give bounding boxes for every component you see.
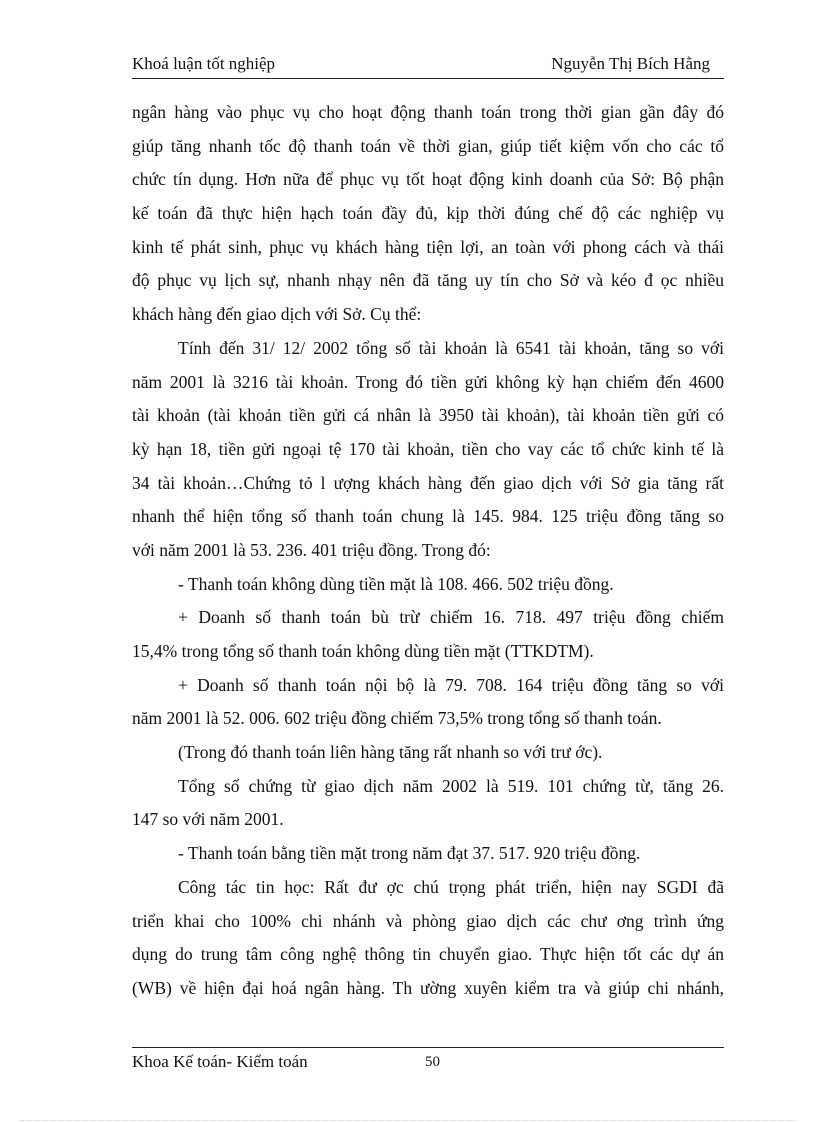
- text-line: (Trong đó thanh toán liên hàng tăng rất nhanh so với trư ớc).: [178, 742, 603, 763]
- text-line: dụng do trung tâm công nghệ thông tin chuyển giao. Thực hiện tốt các dự án: [132, 944, 724, 965]
- text-line: + Doanh số thanh toán nội bộ là 79. 708. 164 triệu đồng tăng so với: [178, 674, 724, 695]
- text-line: chức tín dụng. Hơn nữa để phục vụ tốt hoạt động kinh doanh của Sở: Bộ phận: [132, 169, 724, 190]
- header-title: Khoá luận tốt nghiệp: [132, 54, 276, 73]
- text-line: với năm 2001 là 53. 236. 401 triệu đồng. Trong đó:: [132, 539, 491, 560]
- text-line: ngân hàng vào phục vụ cho hoạt động thanh toán trong thời gian gần đây đó: [132, 102, 724, 122]
- page-number: 50: [425, 1054, 440, 1070]
- text-line: kỳ hạn 18, tiền gửi ngoại tệ 170 tài khoản, tiền cho vay các tổ chức kinh tế là: [132, 438, 724, 459]
- text-line: kế toán đã thực hiện hạch toán đầy đủ, kịp thời đúng chế độ các nghiệp vụ: [132, 203, 724, 224]
- text-line: + Doanh số thanh toán bù trừ chiếm 16. 718. 497 triệu đồng chiếm: [178, 607, 724, 628]
- text-line: - Thanh toán không dùng tiền mặt là 108. 466. 502 triệu đồng.: [178, 573, 614, 594]
- text-line: - Thanh toán bằng tiền mặt trong năm đạt 37. 517. 920 triệu đồng.: [178, 843, 641, 864]
- footer-rule: [132, 1047, 724, 1048]
- text-line: Công tác tin học: Rất đư ợc chú trọng phát triển, hiện nay SGDI đã: [178, 876, 724, 897]
- text-line: độ phục vụ lịch sự, nhanh nhạy nên đã tăng uy tín cho Sở và kéo đ ọc nhiều: [132, 270, 724, 291]
- text-line: khách hàng đến giao dịch với Sở. Cụ thể:: [132, 304, 422, 325]
- text-line: Tính đến 31/ 12/ 2002 tổng số tài khoản là 6541 tài khoản, tăng so với: [178, 337, 724, 358]
- text-line: nhanh thể hiện tổng số thanh toán chung là 145. 984. 125 triệu đồng tăng so: [132, 506, 724, 527]
- text-line: 147 so với năm 2001.: [132, 809, 284, 830]
- page-header: [132, 52, 724, 79]
- page-bottom-dotted-line: [20, 1120, 796, 1121]
- body-text: [132, 96, 724, 1006]
- header-author: Nguyễn Thị Bích Hằng: [551, 54, 710, 73]
- text-line: triển khai cho 100% chi nhánh và phòng giao dịch các chư ơng trình ứng: [132, 910, 724, 931]
- footer-department: Khoa Kế toán- Kiểm toán: [132, 1052, 308, 1071]
- text-line: tài khoản (tài khoản tiền gửi cá nhân là 3950 tài khoản), tài khoản tiền gửi có: [132, 405, 724, 426]
- text-line: kinh tế phát sinh, phục vụ khách hàng tiện lợi, an toàn với phong cách và thái: [132, 236, 724, 257]
- text-line: 15,4% trong tổng số thanh toán không dùng tiền mặt (TTKDTM).: [132, 641, 594, 661]
- text-line: năm 2001 là 52. 006. 602 triệu đồng chiếm 73,5% trong tổng số thanh toán.: [132, 708, 662, 729]
- text-line: 34 tài khoản…Chứng tỏ l ượng khách hàng đến giao dịch với Sở gia tăng rất: [132, 472, 724, 493]
- text-line: năm 2001 là 3216 tài khoản. Trong đó tiền gửi không kỳ hạn chiếm đến 4600: [132, 371, 724, 392]
- text-line: giúp tăng nhanh tốc độ thanh toán về thời gian, giúp tiết kiệm vốn cho các tổ: [132, 135, 724, 156]
- text-line: (WB) về hiện đại hoá ngân hàng. Th ường xuyên kiểm tra và giúp chi nhánh,: [132, 977, 724, 998]
- text-line: Tổng số chứng từ giao dịch năm 2002 là 519. 101 chứng từ, tăng 26.: [178, 775, 724, 796]
